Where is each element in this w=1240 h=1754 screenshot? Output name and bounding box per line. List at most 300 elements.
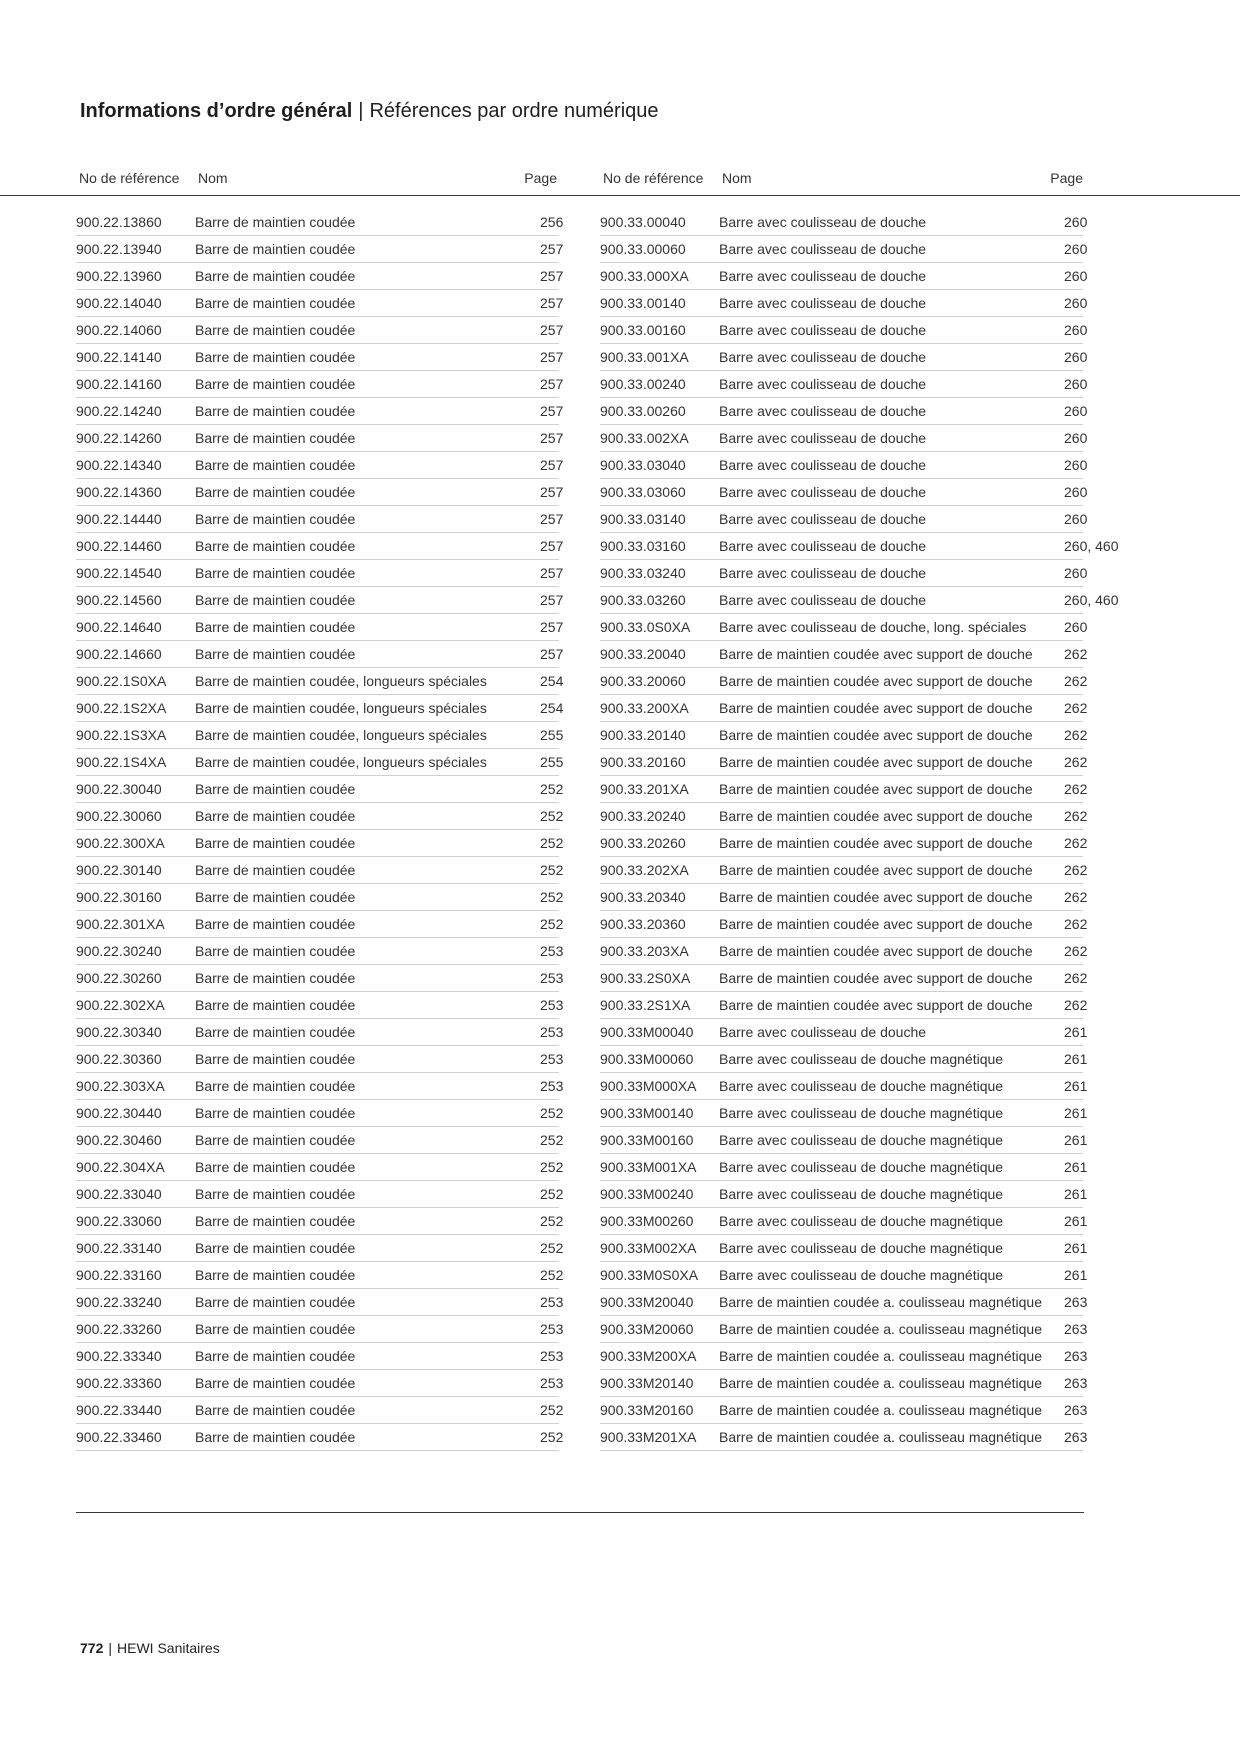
reference-number: 900.22.14040 bbox=[76, 295, 162, 311]
product-name: Barre avec coulisseau de douche magnétique bbox=[719, 1267, 1004, 1283]
page-reference: 253 bbox=[540, 943, 564, 959]
reference-number: 900.33.203XA bbox=[600, 943, 689, 959]
page-reference: 262 bbox=[1064, 646, 1088, 662]
table-row bbox=[600, 452, 1088, 479]
reference-number: 900.22.30240 bbox=[76, 943, 162, 959]
reference-number: 900.33.001XA bbox=[600, 349, 689, 365]
page-reference: 262 bbox=[1064, 835, 1088, 851]
product-name: Barre de maintien coudée bbox=[195, 1051, 356, 1067]
table-row bbox=[76, 884, 564, 911]
product-name: Barre de maintien coudée bbox=[195, 619, 356, 635]
product-name: Barre de maintien coudée avec support de douche bbox=[719, 781, 1033, 797]
reference-number: 900.33M00160 bbox=[600, 1132, 694, 1148]
page-reference: 257 bbox=[540, 592, 564, 608]
column-header-name: Nom bbox=[722, 170, 752, 186]
product-name: Barre de maintien coudée bbox=[195, 646, 356, 662]
table-row bbox=[600, 938, 1088, 965]
page-reference: 254 bbox=[540, 673, 564, 689]
product-name: Barre de maintien coudée avec support de douche bbox=[719, 862, 1033, 878]
product-name: Barre de maintien coudée avec support de douche bbox=[719, 835, 1033, 851]
page-reference: 262 bbox=[1064, 970, 1088, 986]
page-reference: 261 bbox=[1064, 1267, 1088, 1283]
table-row bbox=[76, 992, 564, 1019]
reference-number: 900.22.14540 bbox=[76, 565, 162, 581]
reference-number: 900.22.14640 bbox=[76, 619, 162, 635]
product-name: Barre de maintien coudée bbox=[195, 970, 356, 986]
page-reference: 261 bbox=[1064, 1213, 1088, 1229]
table-row bbox=[600, 317, 1088, 344]
reference-number: 900.22.1S4XA bbox=[76, 754, 167, 770]
product-name: Barre de maintien coudée bbox=[195, 1321, 356, 1337]
product-name: Barre de maintien coudée avec support de douche bbox=[719, 754, 1033, 770]
reference-number: 900.33.20260 bbox=[600, 835, 686, 851]
table-row bbox=[600, 857, 1088, 884]
table-row bbox=[76, 1100, 564, 1127]
product-name: Barre de maintien coudée a. coulisseau magnétique bbox=[719, 1294, 1042, 1310]
product-name: Barre de maintien coudée bbox=[195, 295, 356, 311]
page-reference: 260 bbox=[1064, 484, 1088, 500]
page-reference: 262 bbox=[1064, 754, 1088, 770]
product-name: Barre avec coulisseau de douche magnétique bbox=[719, 1132, 1004, 1148]
table-row bbox=[76, 911, 564, 938]
page-title bbox=[80, 100, 659, 123]
product-name: Barre de maintien coudée bbox=[195, 1078, 356, 1094]
page-reference: 260 bbox=[1064, 457, 1088, 473]
reference-number: 900.22.33460 bbox=[76, 1429, 162, 1445]
reference-number: 900.22.30340 bbox=[76, 1024, 162, 1040]
reference-number: 900.22.14160 bbox=[76, 376, 162, 392]
product-name: Barre de maintien coudée bbox=[195, 997, 356, 1013]
page-reference: 261 bbox=[1064, 1159, 1088, 1175]
table-row bbox=[76, 830, 564, 857]
table-row bbox=[76, 776, 564, 803]
page-reference: 257 bbox=[540, 457, 564, 473]
page-reference: 261 bbox=[1064, 1051, 1088, 1067]
product-name: Barre de maintien coudée bbox=[195, 1024, 356, 1040]
table-row bbox=[600, 1343, 1088, 1370]
table-row bbox=[76, 1397, 564, 1424]
table-row bbox=[76, 1073, 564, 1100]
reference-number: 900.22.1S0XA bbox=[76, 673, 167, 689]
page-reference: 261 bbox=[1064, 1024, 1088, 1040]
reference-number: 900.33M20040 bbox=[600, 1294, 694, 1310]
page-reference: 253 bbox=[540, 1375, 564, 1391]
product-name: Barre de maintien coudée bbox=[195, 1429, 356, 1445]
page-reference: 260 bbox=[1064, 619, 1088, 635]
reference-number: 900.22.30160 bbox=[76, 889, 162, 905]
reference-number: 900.33.03140 bbox=[600, 511, 686, 527]
reference-number: 900.33.2S1XA bbox=[600, 997, 691, 1013]
table-row bbox=[76, 749, 564, 776]
page-reference: 253 bbox=[540, 997, 564, 1013]
reference-number: 900.22.304XA bbox=[76, 1159, 165, 1175]
column-header-ref: No de référence bbox=[79, 170, 180, 186]
table-row bbox=[600, 641, 1088, 668]
reference-number: 900.33M00240 bbox=[600, 1186, 694, 1202]
reference-number: 900.33.20160 bbox=[600, 754, 686, 770]
table-row bbox=[600, 1208, 1088, 1235]
product-name: Barre avec coulisseau de douche bbox=[719, 376, 927, 392]
product-name: Barre avec coulisseau de douche bbox=[719, 538, 927, 554]
table-row bbox=[76, 1424, 564, 1451]
table-row bbox=[76, 1208, 564, 1235]
product-name: Barre de maintien coudée bbox=[195, 268, 356, 284]
product-name: Barre avec coulisseau de douche magnétique bbox=[719, 1105, 1004, 1121]
reference-number: 900.33.202XA bbox=[600, 862, 689, 878]
table-row bbox=[76, 1235, 564, 1262]
reference-number: 900.33.00240 bbox=[600, 376, 686, 392]
reference-number: 900.22.33160 bbox=[76, 1267, 162, 1283]
product-name: Barre avec coulisseau de douche magnétique bbox=[719, 1078, 1004, 1094]
reference-number: 900.33.03060 bbox=[600, 484, 686, 500]
product-name: Barre de maintien coudée bbox=[195, 592, 356, 608]
table-row bbox=[76, 1343, 564, 1370]
table-row bbox=[600, 749, 1088, 776]
table-row bbox=[600, 1154, 1088, 1181]
page-reference: 257 bbox=[540, 484, 564, 500]
product-name: Barre avec coulisseau de douche magnétique bbox=[719, 1213, 1004, 1229]
page-reference: 262 bbox=[1064, 808, 1088, 824]
page-reference: 261 bbox=[1064, 1078, 1088, 1094]
page-reference: 252 bbox=[540, 1213, 564, 1229]
table-row bbox=[76, 398, 564, 425]
page-reference: 255 bbox=[540, 754, 564, 770]
table-row bbox=[600, 803, 1088, 830]
product-name: Barre de maintien coudée bbox=[195, 322, 356, 338]
table-row bbox=[76, 560, 564, 587]
table-row bbox=[600, 830, 1088, 857]
product-name: Barre de maintien coudée bbox=[195, 1402, 356, 1418]
reference-number: 900.33.03040 bbox=[600, 457, 686, 473]
page-reference: 260 bbox=[1064, 349, 1088, 365]
page-reference: 262 bbox=[1064, 862, 1088, 878]
reference-number: 900.22.13940 bbox=[76, 241, 162, 257]
page-reference: 255 bbox=[540, 727, 564, 743]
reference-number: 900.33.002XA bbox=[600, 430, 689, 446]
table-row bbox=[600, 1100, 1088, 1127]
page-reference: 262 bbox=[1064, 673, 1088, 689]
product-name: Barre avec coulisseau de douche bbox=[719, 565, 927, 581]
reference-number: 900.22.30040 bbox=[76, 781, 162, 797]
reference-number: 900.22.14260 bbox=[76, 430, 162, 446]
page-reference: 257 bbox=[540, 565, 564, 581]
page-reference: 257 bbox=[540, 538, 564, 554]
table-row bbox=[76, 479, 564, 506]
page-reference: 261 bbox=[1064, 1105, 1088, 1121]
product-name: Barre de maintien coudée avec support de douche bbox=[719, 916, 1033, 932]
reference-number: 900.33M002XA bbox=[600, 1240, 697, 1256]
page-reference: 260 bbox=[1064, 511, 1088, 527]
product-name: Barre de maintien coudée avec support de douche bbox=[719, 943, 1033, 959]
table-row bbox=[76, 1127, 564, 1154]
page-reference: 263 bbox=[1064, 1402, 1088, 1418]
page-reference: 257 bbox=[540, 403, 564, 419]
product-name: Barre de maintien coudée a. coulisseau magnétique bbox=[719, 1321, 1042, 1337]
column-header-ref: No de référence bbox=[603, 170, 704, 186]
reference-number: 900.33.03260 bbox=[600, 592, 686, 608]
page-reference: 257 bbox=[540, 241, 564, 257]
product-name: Barre de maintien coudée bbox=[195, 1213, 356, 1229]
table-row bbox=[600, 560, 1088, 587]
page-reference: 257 bbox=[540, 511, 564, 527]
product-name: Barre avec coulisseau de douche bbox=[719, 268, 927, 284]
page-reference: 262 bbox=[1064, 781, 1088, 797]
product-name: Barre de maintien coudée bbox=[195, 511, 356, 527]
column-header-right bbox=[603, 170, 1083, 190]
table-row bbox=[600, 1046, 1088, 1073]
table-row bbox=[600, 263, 1088, 290]
column-header-name: Nom bbox=[198, 170, 228, 186]
reference-number: 900.22.30360 bbox=[76, 1051, 162, 1067]
reference-number: 900.33M200XA bbox=[600, 1348, 697, 1364]
product-name: Barre de maintien coudée bbox=[195, 835, 356, 851]
product-name: Barre de maintien coudée bbox=[195, 1240, 356, 1256]
product-name: Barre de maintien coudée bbox=[195, 1105, 356, 1121]
reference-number: 900.22.302XA bbox=[76, 997, 165, 1013]
product-name: Barre de maintien coudée bbox=[195, 241, 356, 257]
page-reference: 257 bbox=[540, 322, 564, 338]
table-row bbox=[600, 587, 1119, 614]
page-reference: 252 bbox=[540, 1267, 564, 1283]
table-row bbox=[76, 1370, 564, 1397]
product-name: Barre avec coulisseau de douche bbox=[719, 349, 927, 365]
table-row bbox=[600, 1019, 1088, 1046]
page-reference: 257 bbox=[540, 646, 564, 662]
reference-number: 900.33.00160 bbox=[600, 322, 686, 338]
product-name: Barre avec coulisseau de douche bbox=[719, 511, 927, 527]
reference-list-left bbox=[76, 209, 564, 1451]
table-row bbox=[600, 533, 1119, 560]
table-row bbox=[76, 533, 564, 560]
product-name: Barre de maintien coudée bbox=[195, 781, 356, 797]
page-reference: 260 bbox=[1064, 376, 1088, 392]
page-reference: 260 bbox=[1064, 241, 1088, 257]
table-row bbox=[600, 236, 1088, 263]
footer-separator: | bbox=[108, 1640, 112, 1656]
product-name: Barre de maintien coudée a. coulisseau magnétique bbox=[719, 1348, 1042, 1364]
product-name: Barre avec coulisseau de douche bbox=[719, 430, 927, 446]
table-row bbox=[600, 398, 1088, 425]
page-reference: 252 bbox=[540, 1105, 564, 1121]
page-reference: 260, 460 bbox=[1064, 592, 1119, 608]
page-reference: 260 bbox=[1064, 214, 1088, 230]
reference-list-right bbox=[600, 209, 1119, 1451]
product-name: Barre de maintien coudée bbox=[195, 862, 356, 878]
product-name: Barre de maintien coudée avec support de douche bbox=[719, 727, 1033, 743]
reference-number: 900.33.03240 bbox=[600, 565, 686, 581]
product-name: Barre de maintien coudée bbox=[195, 1348, 356, 1364]
table-row bbox=[76, 425, 564, 452]
product-name: Barre de maintien coudée bbox=[195, 430, 356, 446]
page-reference: 252 bbox=[540, 808, 564, 824]
product-name: Barre avec coulisseau de douche bbox=[719, 484, 927, 500]
page-reference: 261 bbox=[1064, 1186, 1088, 1202]
reference-number: 900.33.000XA bbox=[600, 268, 689, 284]
reference-number: 900.22.33440 bbox=[76, 1402, 162, 1418]
table-row bbox=[76, 209, 564, 236]
page-reference: 253 bbox=[540, 1051, 564, 1067]
product-name: Barre avec coulisseau de douche bbox=[719, 1024, 927, 1040]
product-name: Barre avec coulisseau de douche magnétique bbox=[719, 1159, 1004, 1175]
page-reference: 260 bbox=[1064, 430, 1088, 446]
reference-number: 900.22.13960 bbox=[76, 268, 162, 284]
table-row bbox=[600, 1073, 1088, 1100]
publication-name: HEWI Sanitaires bbox=[117, 1640, 220, 1656]
reference-number: 900.22.300XA bbox=[76, 835, 165, 851]
page-reference: 252 bbox=[540, 862, 564, 878]
product-name: Barre de maintien coudée avec support de douche bbox=[719, 997, 1033, 1013]
table-row bbox=[76, 1154, 564, 1181]
product-name: Barre de maintien coudée bbox=[195, 403, 356, 419]
page-title-subtitle: Références par ordre numérique bbox=[369, 100, 659, 122]
table-row bbox=[600, 776, 1088, 803]
column-header-left bbox=[79, 170, 557, 190]
table-row bbox=[600, 992, 1088, 1019]
reference-number: 900.33.03160 bbox=[600, 538, 686, 554]
reference-number: 900.22.33360 bbox=[76, 1375, 162, 1391]
reference-number: 900.33M000XA bbox=[600, 1078, 697, 1094]
reference-number: 900.33M201XA bbox=[600, 1429, 697, 1445]
table-row bbox=[600, 1370, 1088, 1397]
product-name: Barre de maintien coudée a. coulisseau magnétique bbox=[719, 1375, 1042, 1391]
table-row bbox=[600, 479, 1088, 506]
reference-number: 900.22.33340 bbox=[76, 1348, 162, 1364]
page-reference: 252 bbox=[540, 1402, 564, 1418]
product-name: Barre de maintien coudée bbox=[195, 484, 356, 500]
page-reference: 263 bbox=[1064, 1429, 1088, 1445]
reference-number: 900.22.1S3XA bbox=[76, 727, 167, 743]
reference-number: 900.22.30260 bbox=[76, 970, 162, 986]
page-reference: 257 bbox=[540, 430, 564, 446]
table-row bbox=[600, 884, 1088, 911]
table-row bbox=[76, 236, 564, 263]
product-name: Barre avec coulisseau de douche bbox=[719, 322, 927, 338]
product-name: Barre de maintien coudée bbox=[195, 808, 356, 824]
page-reference: 260 bbox=[1064, 403, 1088, 419]
page-reference: 260 bbox=[1064, 565, 1088, 581]
page-reference: 257 bbox=[540, 295, 564, 311]
page-reference: 260 bbox=[1064, 322, 1088, 338]
reference-number: 900.33.20040 bbox=[600, 646, 686, 662]
page-title-separator: | bbox=[358, 100, 364, 122]
page-reference: 257 bbox=[540, 376, 564, 392]
product-name: Barre avec coulisseau de douche bbox=[719, 214, 927, 230]
product-name: Barre avec coulisseau de douche bbox=[719, 403, 927, 419]
table-row bbox=[76, 1181, 564, 1208]
table-row bbox=[600, 722, 1088, 749]
product-name: Barre de maintien coudée bbox=[195, 565, 356, 581]
product-name: Barre de maintien coudée avec support de douche bbox=[719, 970, 1033, 986]
reference-number: 900.22.14660 bbox=[76, 646, 162, 662]
table-row bbox=[600, 695, 1088, 722]
reference-number: 900.22.14460 bbox=[76, 538, 162, 554]
table-row bbox=[76, 938, 564, 965]
table-row bbox=[76, 263, 564, 290]
reference-number: 900.22.30460 bbox=[76, 1132, 162, 1148]
table-row bbox=[76, 965, 564, 992]
page-reference: 262 bbox=[1064, 997, 1088, 1013]
table-bottom-divider bbox=[76, 1512, 1084, 1513]
product-name: Barre de maintien coudée bbox=[195, 1267, 356, 1283]
table-row bbox=[600, 668, 1088, 695]
page-reference: 252 bbox=[540, 1186, 564, 1202]
page-reference: 262 bbox=[1064, 700, 1088, 716]
page-title-main: Informations d’ordre général bbox=[80, 100, 353, 122]
product-name: Barre de maintien coudée, longueurs spéciales bbox=[195, 673, 487, 689]
page-number: 772 bbox=[80, 1640, 104, 1656]
column-header-page: Page bbox=[1050, 170, 1083, 186]
page-reference: 257 bbox=[540, 619, 564, 635]
table-row bbox=[600, 425, 1088, 452]
product-name: Barre de maintien coudée bbox=[195, 1159, 356, 1175]
product-name: Barre de maintien coudée bbox=[195, 1186, 356, 1202]
table-row bbox=[76, 1019, 564, 1046]
table-row bbox=[76, 371, 564, 398]
product-name: Barre avec coulisseau de douche magnétique bbox=[719, 1186, 1004, 1202]
table-row bbox=[600, 614, 1088, 641]
reference-number: 900.33M20160 bbox=[600, 1402, 694, 1418]
reference-number: 900.33.00140 bbox=[600, 295, 686, 311]
reference-number: 900.33.00040 bbox=[600, 214, 686, 230]
product-name: Barre avec coulisseau de douche bbox=[719, 592, 927, 608]
reference-number: 900.33.20060 bbox=[600, 673, 686, 689]
product-name: Barre de maintien coudée bbox=[195, 457, 356, 473]
page-reference: 260 bbox=[1064, 268, 1088, 284]
table-row bbox=[76, 695, 564, 722]
product-name: Barre de maintien coudée bbox=[195, 943, 356, 959]
table-row bbox=[76, 803, 564, 830]
reference-number: 900.22.303XA bbox=[76, 1078, 165, 1094]
table-row bbox=[76, 506, 564, 533]
table-row bbox=[600, 911, 1088, 938]
reference-number: 900.22.33040 bbox=[76, 1186, 162, 1202]
page-reference: 254 bbox=[540, 700, 564, 716]
table-row bbox=[600, 965, 1088, 992]
product-name: Barre de maintien coudée, longueurs spéciales bbox=[195, 700, 487, 716]
page-reference: 261 bbox=[1064, 1240, 1088, 1256]
reference-number: 900.33M00060 bbox=[600, 1051, 694, 1067]
page-reference: 252 bbox=[540, 1240, 564, 1256]
reference-number: 900.22.14060 bbox=[76, 322, 162, 338]
reference-number: 900.22.14140 bbox=[76, 349, 162, 365]
product-name: Barre de maintien coudée avec support de douche bbox=[719, 646, 1033, 662]
page-reference: 253 bbox=[540, 1294, 564, 1310]
table-row bbox=[76, 1046, 564, 1073]
table-row bbox=[600, 1424, 1088, 1451]
page-footer bbox=[80, 1640, 220, 1656]
table-row bbox=[76, 857, 564, 884]
page-reference: 263 bbox=[1064, 1375, 1088, 1391]
reference-number: 900.22.30060 bbox=[76, 808, 162, 824]
table-row bbox=[76, 317, 564, 344]
table-row bbox=[600, 371, 1088, 398]
page-reference: 260, 460 bbox=[1064, 538, 1119, 554]
page-reference: 262 bbox=[1064, 916, 1088, 932]
reference-number: 900.33.00060 bbox=[600, 241, 686, 257]
product-name: Barre de maintien coudée avec support de douche bbox=[719, 700, 1033, 716]
table-row bbox=[600, 1289, 1088, 1316]
table-row bbox=[76, 452, 564, 479]
page-reference: 253 bbox=[540, 970, 564, 986]
product-name: Barre de maintien coudée a. coulisseau magnétique bbox=[719, 1402, 1042, 1418]
reference-number: 900.33M00260 bbox=[600, 1213, 694, 1229]
table-row bbox=[76, 1262, 564, 1289]
table-row bbox=[76, 1289, 564, 1316]
page-reference: 262 bbox=[1064, 889, 1088, 905]
reference-number: 900.22.14440 bbox=[76, 511, 162, 527]
reference-number: 900.33.00260 bbox=[600, 403, 686, 419]
product-name: Barre de maintien coudée bbox=[195, 1132, 356, 1148]
